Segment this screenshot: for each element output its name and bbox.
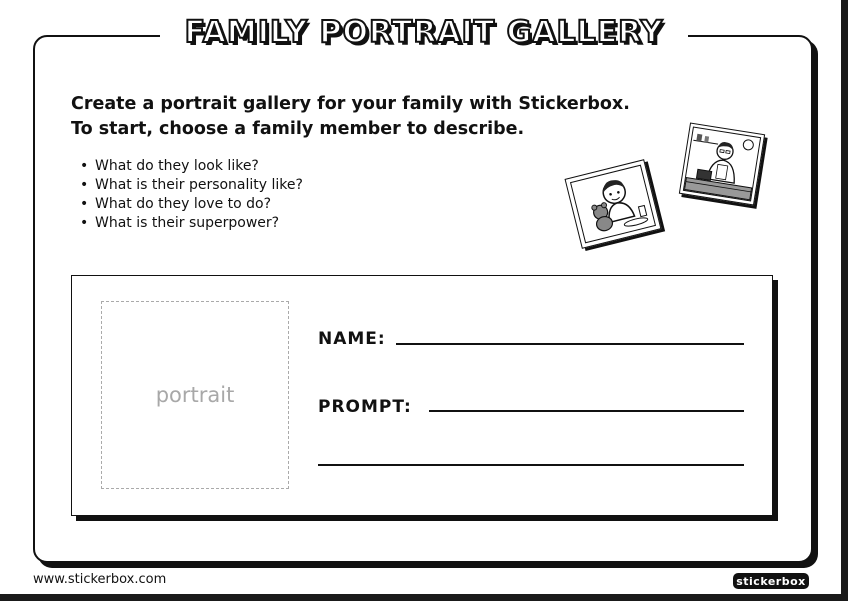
- footer-url: www.stickerbox.com: [33, 572, 167, 587]
- portrait-card: [71, 275, 773, 516]
- portrait-placeholder[interactable]: [101, 301, 289, 489]
- prompt-line[interactable]: [429, 410, 744, 412]
- question-item: • What is their superpower?: [78, 214, 303, 233]
- cook-in-kitchen-sticker: [679, 122, 765, 205]
- question-list: [78, 157, 303, 233]
- logo-text: stickerbox: [736, 574, 806, 588]
- intro-line: To start, choose a family member to describe.: [71, 119, 525, 139]
- prompt-label: PROMPT:: [318, 397, 412, 417]
- portrait-placeholder-label: portrait: [155, 383, 235, 407]
- stickerbox-logo: [733, 573, 809, 589]
- question-item: • What is their personality like?: [78, 176, 303, 195]
- title-banner: [160, 12, 688, 52]
- question-item: • What do they look like?: [78, 157, 303, 176]
- page-edge: [0, 594, 848, 601]
- intro-text: [71, 92, 671, 142]
- cook-illustration: [680, 124, 764, 205]
- page-title: FAMILY PORTRAIT GALLERY: [184, 14, 664, 50]
- name-line[interactable]: [396, 343, 744, 345]
- page-edge: [841, 0, 848, 601]
- question-item: • What do they love to do?: [78, 195, 303, 214]
- intro-line: Create a portrait gallery for your family with Stickerbox.: [71, 94, 630, 114]
- name-label: NAME:: [318, 329, 386, 349]
- prompt-line-2[interactable]: [318, 464, 744, 466]
